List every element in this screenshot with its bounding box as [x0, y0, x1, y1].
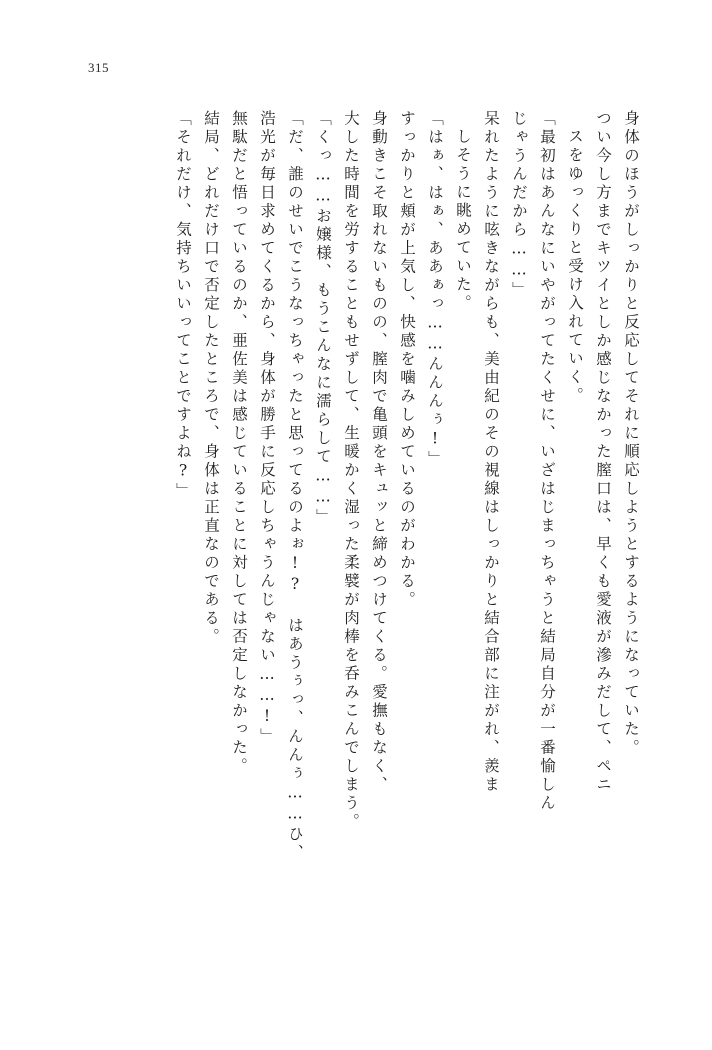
text-column: すっかりと頬が上気し、快感を噛みしめているのがわかる。	[398, 110, 416, 610]
text-column: 呆れたように呟きながらも、美由紀のその視線はしっかりと結合部に注がれ、羨ま	[482, 110, 500, 795]
text-column: 「だ、誰のせいでこうなっちゃったと思ってるのよぉ!? はあうぅっ、んんぅ……ひ、	[286, 110, 304, 863]
text-column: 身動きこそ取れないものの、膣肉で亀頭をキュッと締めつけてくる。愛撫もなく、	[370, 110, 388, 795]
text-column: 浩光が毎日求めてくるから、身体が勝手に反応しちゃうんじゃない……!」	[258, 110, 276, 747]
text-column: 「最初はあんなにいやがってたくせに、いざはじまっちゃうと結局自分が一番愉しん	[538, 110, 556, 813]
text-column: しそうに眺めていた。	[454, 128, 472, 313]
text-column: 「くっ……お嬢様、もうこんなに濡らして……」	[314, 110, 332, 527]
text-column: じゃうんだから……」	[510, 110, 528, 300]
page-number: 315	[88, 60, 109, 75]
text-column: 「それだけ、気持ちいいってことですよね?」	[174, 110, 192, 501]
vertical-text-body	[162, 110, 638, 940]
text-column: 「はぁ、はぁ、ああぁっ……んんんぅ!」	[426, 110, 444, 469]
text-column: 大した時間を労することもせずして、生暖かく湿った柔襞が肉棒を呑みこんでしまう。	[342, 110, 360, 832]
text-column: 無駄だと悟っているのか、亜佐美は感じていることに対しては否定しなかった。	[230, 110, 248, 776]
text-column: 身体のほうがしっかりと反応してそれに順応しようとするようになっていた。	[622, 110, 640, 758]
text-column: つい今し方までキツイとしか感じなかった膣口は、早くも愛液が滲みだして、ペニ	[594, 110, 612, 795]
text-column: スをゆっくりと受け入れていく。	[566, 128, 584, 406]
text-column: 結局、どれだけ口で否定したところで、身体は正直なのである。	[202, 110, 220, 647]
